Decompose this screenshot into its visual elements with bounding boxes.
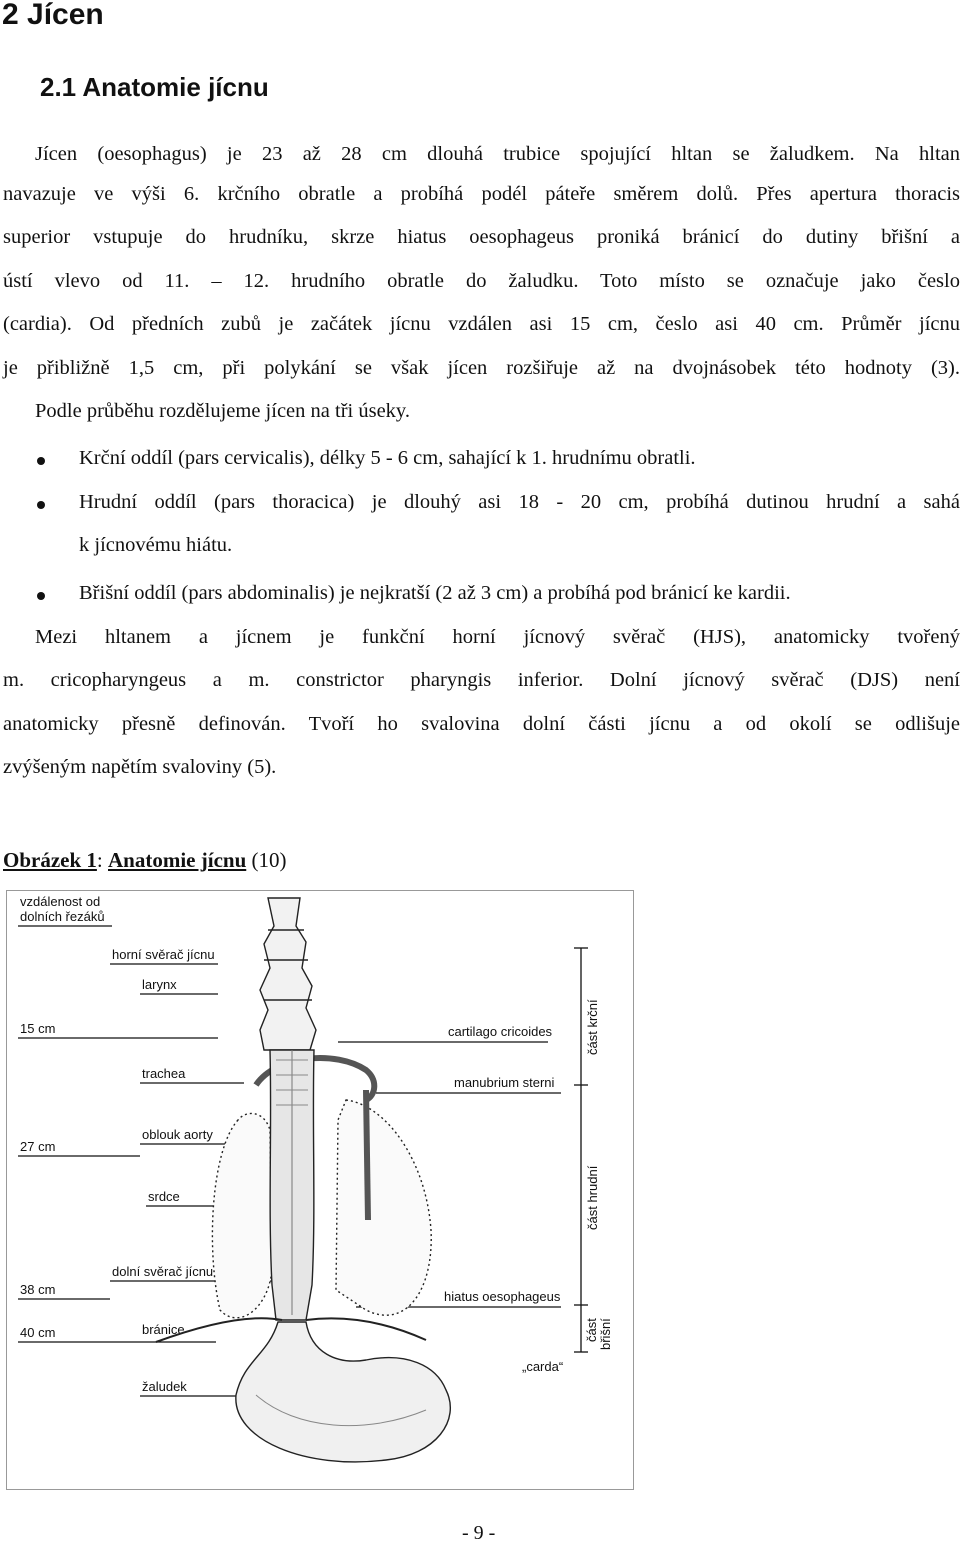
- label-upper-sphincter: horní svěrač jícnu: [112, 947, 215, 962]
- label-40cm: 40 cm: [20, 1325, 56, 1340]
- page-number: - 9 -: [462, 1522, 496, 1544]
- label-hiatus: hiatus oesophageus: [444, 1289, 561, 1304]
- label-cricoid-cartilage: cartilago cricoides: [448, 1024, 553, 1039]
- label-larynx: larynx: [142, 977, 177, 992]
- label-distance-header: dolních řezáků: [20, 909, 105, 924]
- paragraph-line: je přibližně 1,5 cm, při polykání se však jícen rozšiřuje až na dvojnásobek této hodnoty (3).: [3, 357, 960, 379]
- paragraph-line: zvýšeným napětím svaloviny (5).: [3, 756, 277, 778]
- label-diaphragm: bránice: [142, 1322, 185, 1337]
- label-segment-cervical: část krční: [585, 999, 600, 1055]
- figure-caption-prefix: Obrázek 1: [3, 848, 97, 872]
- paragraph-line: superior vstupuje do hrudníku, skrze hiatus oesophageus proniká bránicí do dutiny břišní a: [3, 226, 960, 248]
- label-trachea: trachea: [142, 1066, 186, 1081]
- paragraph-line: Mezi hltanem a jícnem je funkční horní jícnový svěrač (HJS), anatomicky tvořený: [35, 626, 960, 648]
- bullet-dot: [37, 501, 45, 509]
- paragraph-line: m. cricopharyngeus a m. constrictor pharyngis inferior. Dolní jícnový svěrač (DJS) není: [3, 669, 960, 691]
- label-segment-abdominal: břišní: [598, 1318, 613, 1350]
- bullet-item-continued: k jícnovému hiátu.: [79, 534, 233, 556]
- label-38cm: 38 cm: [20, 1282, 56, 1297]
- sections-intro: Podle průběhu rozdělujeme jícen na tři úseky.: [35, 400, 410, 422]
- paragraph-line: Jícen (oesophagus) je 23 až 28 cm dlouhá trubice spojující hltan se žaludkem. Na hltan: [35, 143, 960, 165]
- label-15cm: 15 cm: [20, 1021, 56, 1036]
- figure-caption-title: Anatomie jícnu: [108, 848, 247, 872]
- label-segment-abdominal: část: [584, 1318, 599, 1342]
- paragraph-line: anatomicky přesně definován. Tvoří ho svalovina dolní části jícnu a od okolí se odlišuje: [3, 713, 960, 735]
- figure-caption: [3, 848, 287, 873]
- bullet-item: Krční oddíl (pars cervicalis), délky 5 - 6 cm, sahající k 1. hrudnímu obratli.: [79, 447, 696, 469]
- bullet-dot: [37, 457, 45, 465]
- label-segment-thoracic: část hrudní: [585, 1165, 600, 1230]
- paragraph-line: navazuje ve výši 6. krčního obratle a probíhá podél páteře směrem dolů. Přes apertura thoracis: [3, 183, 960, 205]
- esophagus-anatomy-figure: [6, 890, 634, 1490]
- label-distance-header: vzdálenost od: [20, 894, 101, 909]
- label-aortic-arch: oblouk aorty: [142, 1127, 213, 1142]
- label-cardia: „carda“: [522, 1359, 564, 1374]
- label-27cm: 27 cm: [20, 1139, 56, 1154]
- figure-caption-sep: :: [96, 848, 108, 872]
- bullet-dot: [37, 592, 45, 600]
- bullet-item: Břišní oddíl (pars abdominalis) je nejkratší (2 až 3 cm) a probíhá pod bránicí ke kardii.: [79, 582, 791, 604]
- section-title: 2.1 Anatomie jícnu: [40, 72, 269, 102]
- paragraph-line: ústí vlevo od 11. – 12. hrudního obratle do žaludku. Toto místo se označuje jako česlo: [3, 270, 960, 292]
- label-heart: srdce: [148, 1189, 180, 1204]
- bullet-item: Hrudní oddíl (pars thoracica) je dlouhý asi 18 - 20 cm, probíhá dutinou hrudní a sahá: [79, 491, 960, 513]
- label-lower-sphincter: dolní svěrač jícnu: [112, 1264, 214, 1279]
- figure-caption-ref: (10): [246, 848, 287, 872]
- label-manubrium: manubrium sterni: [454, 1075, 555, 1090]
- paragraph-line: (cardia). Od předních zubů je začátek jícnu vzdálen asi 15 cm, česlo asi 40 cm. Průměr jícnu: [3, 313, 960, 335]
- chapter-title: 2 Jícen: [2, 0, 104, 31]
- label-stomach: žaludek: [142, 1379, 187, 1394]
